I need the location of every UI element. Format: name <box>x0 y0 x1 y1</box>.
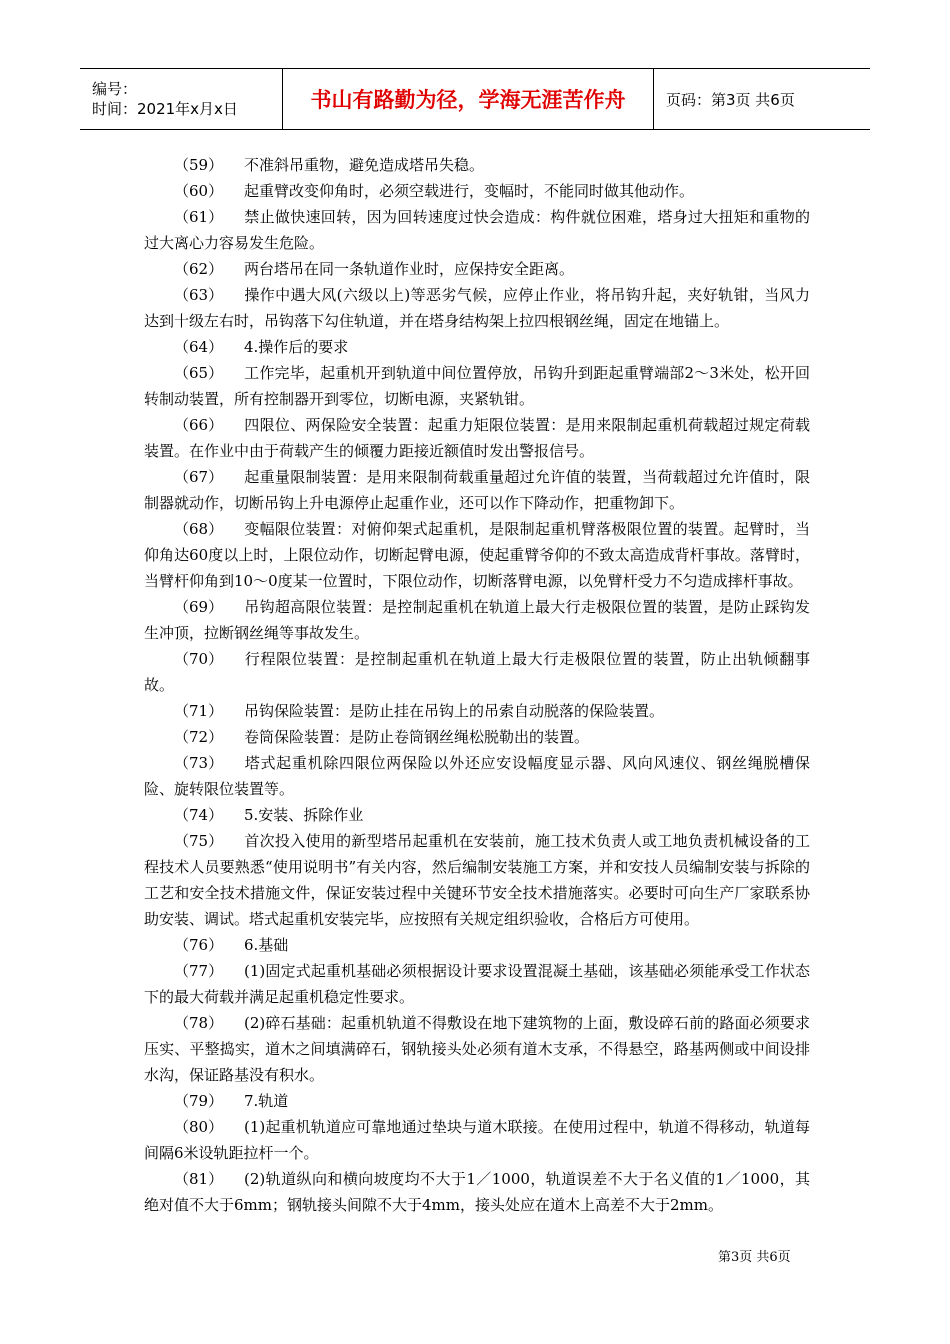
paragraph-number: （81） <box>174 1170 224 1188</box>
paragraph-number: （70） <box>174 650 224 668</box>
paragraph-number: （76） <box>174 936 224 954</box>
paragraph <box>144 698 810 724</box>
paragraph-text: 变幅限位装置：对俯仰架式起重机，是限制起重机臂落极限位置的装置。起臂时，当仰角达60度以上时，上限位动作，切断起臂电源，使起重臂爷仰的不致太高造成背杆事故。落臂时，当臂杆仰角到10～0度某一位置时，下限位动作，切断落臂电源，以免臂杆受力不匀造成摔杆事故。 <box>144 520 810 590</box>
paragraph <box>144 1114 810 1166</box>
paragraph-text: (2)轨道纵向和横向坡度均不大于1／1000，轨道误差不大于名义值的1／1000，其绝对值不大于6mm；钢轨接头间隙不大于4mm，接头处应在道木上高差不大于2mm。 <box>144 1170 810 1214</box>
paragraph-text: 四限位、两保险安全装置：起重力矩限位装置：是用来限制起重机荷载超过规定荷载装置。在作业中由于荷载产生的倾覆力距接近额值时发出警报信号。 <box>144 416 810 460</box>
paragraph-number: （71） <box>174 702 224 720</box>
paragraph-text: 不准斜吊重物，避免造成塔吊失稳。 <box>244 156 485 174</box>
paragraph-number: （77） <box>174 962 224 980</box>
paragraph <box>144 360 810 412</box>
paragraph-text: 吊钩保险装置：是防止挂在吊钩上的吊索自动脱落的保险装置。 <box>244 702 665 720</box>
paragraph <box>144 646 810 698</box>
header-info <box>80 69 282 129</box>
paragraph-text: 吊钩超高限位装置：是控制起重机在轨道上最大行走极限位置的装置，是防止踩钩发生冲顶，拉断钢丝绳等事故发生。 <box>144 598 810 642</box>
paragraph-number: （80） <box>174 1118 224 1136</box>
paragraph-text: (1)起重机轨道应可靠地通过垫块与道木联接。在使用过程中，轨道不得移动，轨道每间隔6米设轨距拉杆一个。 <box>144 1118 810 1162</box>
paragraph-number: （74） <box>174 806 224 824</box>
paragraph-number: （67） <box>174 468 224 486</box>
paragraph <box>144 516 810 594</box>
paragraph-number: （64） <box>174 338 224 356</box>
paragraph <box>144 750 810 802</box>
paragraph <box>144 828 810 932</box>
paragraph-text: 禁止做快速回转，因为回转速度过快会造成：构件就位困难，塔身过大扭矩和重物的过大离心力容易发生危险。 <box>144 208 810 252</box>
paragraph <box>144 204 810 256</box>
paragraph <box>144 724 810 750</box>
code-label: 编号： <box>92 80 138 98</box>
paragraph-text: (2)碎石基础：起重机轨道不得敷设在地下建筑物的上面，敷设碎石前的路面必须要求压实、平整捣实，道木之间填满碎石，钢轨接头处必须有道木支承，不得悬空，路基两侧或中间设排水沟，保证路基没有积水。 <box>144 1014 810 1084</box>
paragraph-text: 首次投入使用的新型塔吊起重机在安装前，施工技术负责人或工地负责机械设备的工程技术人员要熟悉“使用说明书”有关内容，然后编制安装施工方案，并和安技人员编制安装与拆除的工艺和安全技术措施文件，保证安装过程中关键环节安全技术措施落实。必要时可向生产厂家联系协助安装、调试。塔式起重机安装完毕，应按照有关规定组织验收，合格后方可使用。 <box>144 832 810 928</box>
page-footer: 第3页 共6页 <box>718 1250 791 1265</box>
paragraph-text: 4.操作后的要求 <box>244 338 349 356</box>
paragraph-text: 卷筒保险装置：是防止卷筒钢丝绳松脱勒出的装置。 <box>244 728 590 746</box>
paragraph-number: （62） <box>174 260 224 278</box>
paragraph-number: （59） <box>174 156 224 174</box>
paragraph <box>144 932 810 958</box>
paragraph-number: （65） <box>174 364 224 382</box>
paragraph-number: （66） <box>174 416 224 434</box>
paragraph-text: 操作中遇大风(六级以上)等恶劣气候，应停止作业，将吊钩升起，夹好轨钳，当风力达到十级左右时，吊钩落下勾住轨道，并在塔身结构架上拉四根钢丝绳，固定在地锚上。 <box>144 286 810 330</box>
date-label: 时间：2021年x月x日 <box>92 100 238 118</box>
paragraph <box>144 1166 810 1218</box>
paragraph-text: 工作完毕，起重机开到轨道中间位置停放，吊钩升到距起重臂端部2～3米处，松开回转制动装置，所有控制器开到零位，切断电源，夹紧轨钳。 <box>144 364 810 408</box>
paragraph <box>144 1088 810 1114</box>
paragraph-number: （78） <box>174 1014 224 1032</box>
paragraph-number: （68） <box>174 520 224 538</box>
paragraph-number: （69） <box>174 598 224 616</box>
paragraph-text: 6.基础 <box>244 936 289 954</box>
paragraph <box>144 178 810 204</box>
paragraph <box>144 282 810 334</box>
paragraph-number: （79） <box>174 1092 224 1110</box>
paragraph <box>144 464 810 516</box>
paragraph <box>144 802 810 828</box>
paragraph-text: 行程限位装置：是控制起重机在轨道上最大行走极限位置的装置，防止出轨倾翻事故。 <box>144 650 810 694</box>
paragraph-number: （75） <box>174 832 224 850</box>
header-page-label: 页码：第3页 共6页 <box>666 90 795 109</box>
paragraph-text: 两台塔吊在同一条轨道作业时，应保持安全距离。 <box>244 260 575 278</box>
paragraph-text: 塔式起重机除四限位两保险以外还应安设幅度显示器、风向风速仪、钢丝绳脱槽保险、旋转限位装置等。 <box>144 754 810 798</box>
page-header <box>80 68 870 130</box>
paragraph <box>144 152 810 178</box>
paragraph-text: 7.轨道 <box>244 1092 289 1110</box>
paragraph <box>144 334 810 360</box>
paragraph-number: （72） <box>174 728 224 746</box>
paragraph-text: 起重臂改变仰角时，必须空载进行，变幅时，不能同时做其他动作。 <box>244 182 695 200</box>
paragraph-number: （73） <box>174 754 224 772</box>
paragraph-number: （63） <box>174 286 224 304</box>
paragraph <box>144 958 810 1010</box>
paragraph-text: 起重量限制装置：是用来限制荷载重量超过允许值的装置，当荷载超过允许值时，限制器就动作，切断吊钩上升电源停止起重作业，还可以作下降动作，把重物卸下。 <box>144 468 810 512</box>
header-motto: 书山有路勤为径，学海无涯苦作舟 <box>282 69 654 129</box>
paragraph <box>144 412 810 464</box>
paragraph <box>144 256 810 282</box>
paragraph <box>144 594 810 646</box>
paragraph-text: (1)固定式起重机基础必须根据设计要求设置混凝土基础，该基础必须能承受工作状态下的最大荷载并满足起重机稳定性要求。 <box>144 962 810 1006</box>
paragraph <box>144 1010 810 1088</box>
paragraph-number: （61） <box>174 208 224 226</box>
paragraph-number: （60） <box>174 182 224 200</box>
document-body <box>144 152 810 1218</box>
paragraph-text: 5.安装、拆除作业 <box>244 806 364 824</box>
